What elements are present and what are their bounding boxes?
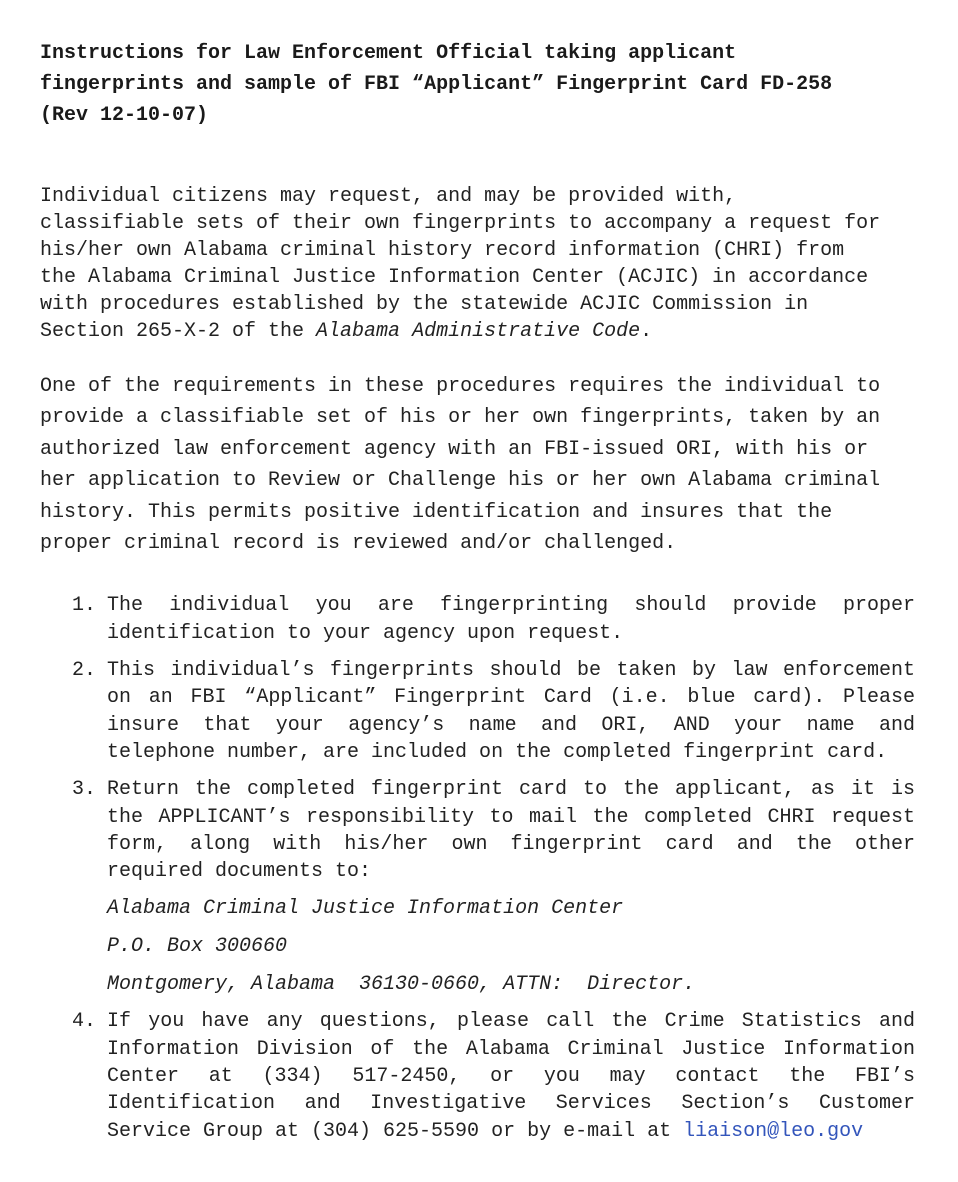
- intro-line-1: Individual citizens may request, and may be provided with,: [40, 185, 737, 208]
- list-item: [40, 1008, 915, 1144]
- address-line-org: Alabama Criminal Justice Information Center: [107, 897, 624, 921]
- list-item-line: This individual’s fingerprints should be taken by law enforcement: [107, 659, 915, 683]
- list-item-text: [107, 1008, 915, 1144]
- list-item-line: form, along with his/her own fingerprint card and the other: [107, 832, 915, 856]
- list-item-line: Identification and Investigative Services Section’s Customer: [107, 1092, 915, 1116]
- requirement-line-4: her application to Review or Challenge his or her own Alabama criminal: [40, 469, 881, 493]
- list-item-number: 3.: [72, 778, 97, 802]
- list-item-number: 2.: [72, 659, 97, 683]
- intro-line-6-pre: Section 265-X-2 of the: [40, 320, 317, 343]
- address-line-po-box: P.O. Box 300660: [107, 935, 288, 959]
- requirement-line-2: provide a classifiable set of his or her own fingerprints, taken by an: [40, 406, 881, 430]
- intro-line-5: with procedures established by the statewide ACJIC Commission in: [40, 293, 809, 316]
- list-item-line: identification to your agency upon request.: [107, 621, 624, 645]
- list-item-line: on an FBI “Applicant” Fingerprint Card (i.e. blue card). Please: [107, 686, 915, 710]
- list-item: [40, 592, 915, 647]
- list-item-number: 1.: [72, 594, 97, 618]
- intro-line-6: [40, 318, 918, 345]
- requirement-paragraph: [40, 371, 918, 559]
- list-item-text: [107, 657, 915, 766]
- list-item-line: the APPLICANT’s responsibility to mail the completed CHRI request: [107, 805, 915, 829]
- intro-line-4: the Alabama Criminal Justice Information Center (ACJIC) in accordance: [40, 266, 869, 289]
- list-item-text: [107, 776, 915, 885]
- intro-paragraph: [40, 183, 918, 345]
- intro-line-2: classifiable sets of their own fingerprints to accompany a request for: [40, 212, 881, 235]
- requirement-line-5: history. This permits positive identification and insures that the: [40, 500, 833, 524]
- administrative-code-title: Alabama Administrative Code: [316, 320, 641, 343]
- intro-line-3: his/her own Alabama criminal history record information (CHRI) from: [40, 239, 845, 262]
- list-item-number: 4.: [72, 1010, 97, 1034]
- requirement-line-1: One of the requirements in these procedures requires the individual to: [40, 375, 881, 398]
- document-title: [40, 38, 918, 131]
- title-line-3: (Rev 12-10-07): [40, 104, 209, 127]
- instruction-list: [40, 592, 918, 1144]
- list-item-line: Center at (334) 517-2450, or you may contact the FBI’s: [107, 1065, 915, 1088]
- list-item-line: The individual you are fingerprinting should provide proper: [107, 594, 915, 618]
- title-line-1: Instructions for Law Enforcement Official taking applicant: [40, 42, 737, 65]
- title-line-2: fingerprints and sample of FBI “Applicant” Fingerprint Card FD-258: [40, 73, 833, 96]
- address-line-city: Montgomery, Alabama 36130-0660, ATTN: Director.: [107, 973, 696, 997]
- list-item-line: required documents to:: [107, 860, 372, 884]
- contact-text: Service Group at (304) 625-5590 or by e-mail at: [107, 1119, 684, 1143]
- list-item-line: insure that your agency’s name and ORI, AND your name and: [107, 713, 915, 737]
- list-item-text: [107, 592, 915, 647]
- list-item-line: telephone number, are included on the completed fingerprint card.: [107, 740, 888, 764]
- list-item: [40, 657, 915, 766]
- intro-line-6-post: .: [640, 320, 653, 343]
- requirement-line-3: authorized law enforcement agency with an FBI-issued ORI, with his or: [40, 437, 869, 461]
- list-item-line: Return the completed fingerprint card to the applicant, as it is: [107, 778, 915, 802]
- list-item: [40, 776, 915, 998]
- list-item-line: [107, 1118, 915, 1145]
- list-item-line: Information Division of the Alabama Criminal Justice Information: [107, 1037, 915, 1061]
- email-link[interactable]: liaison@leo.gov: [683, 1119, 864, 1143]
- requirement-line-6: proper criminal record is reviewed and/or challenged.: [40, 532, 677, 556]
- list-item-line: If you have any questions, please call the Crime Statistics and: [107, 1010, 915, 1034]
